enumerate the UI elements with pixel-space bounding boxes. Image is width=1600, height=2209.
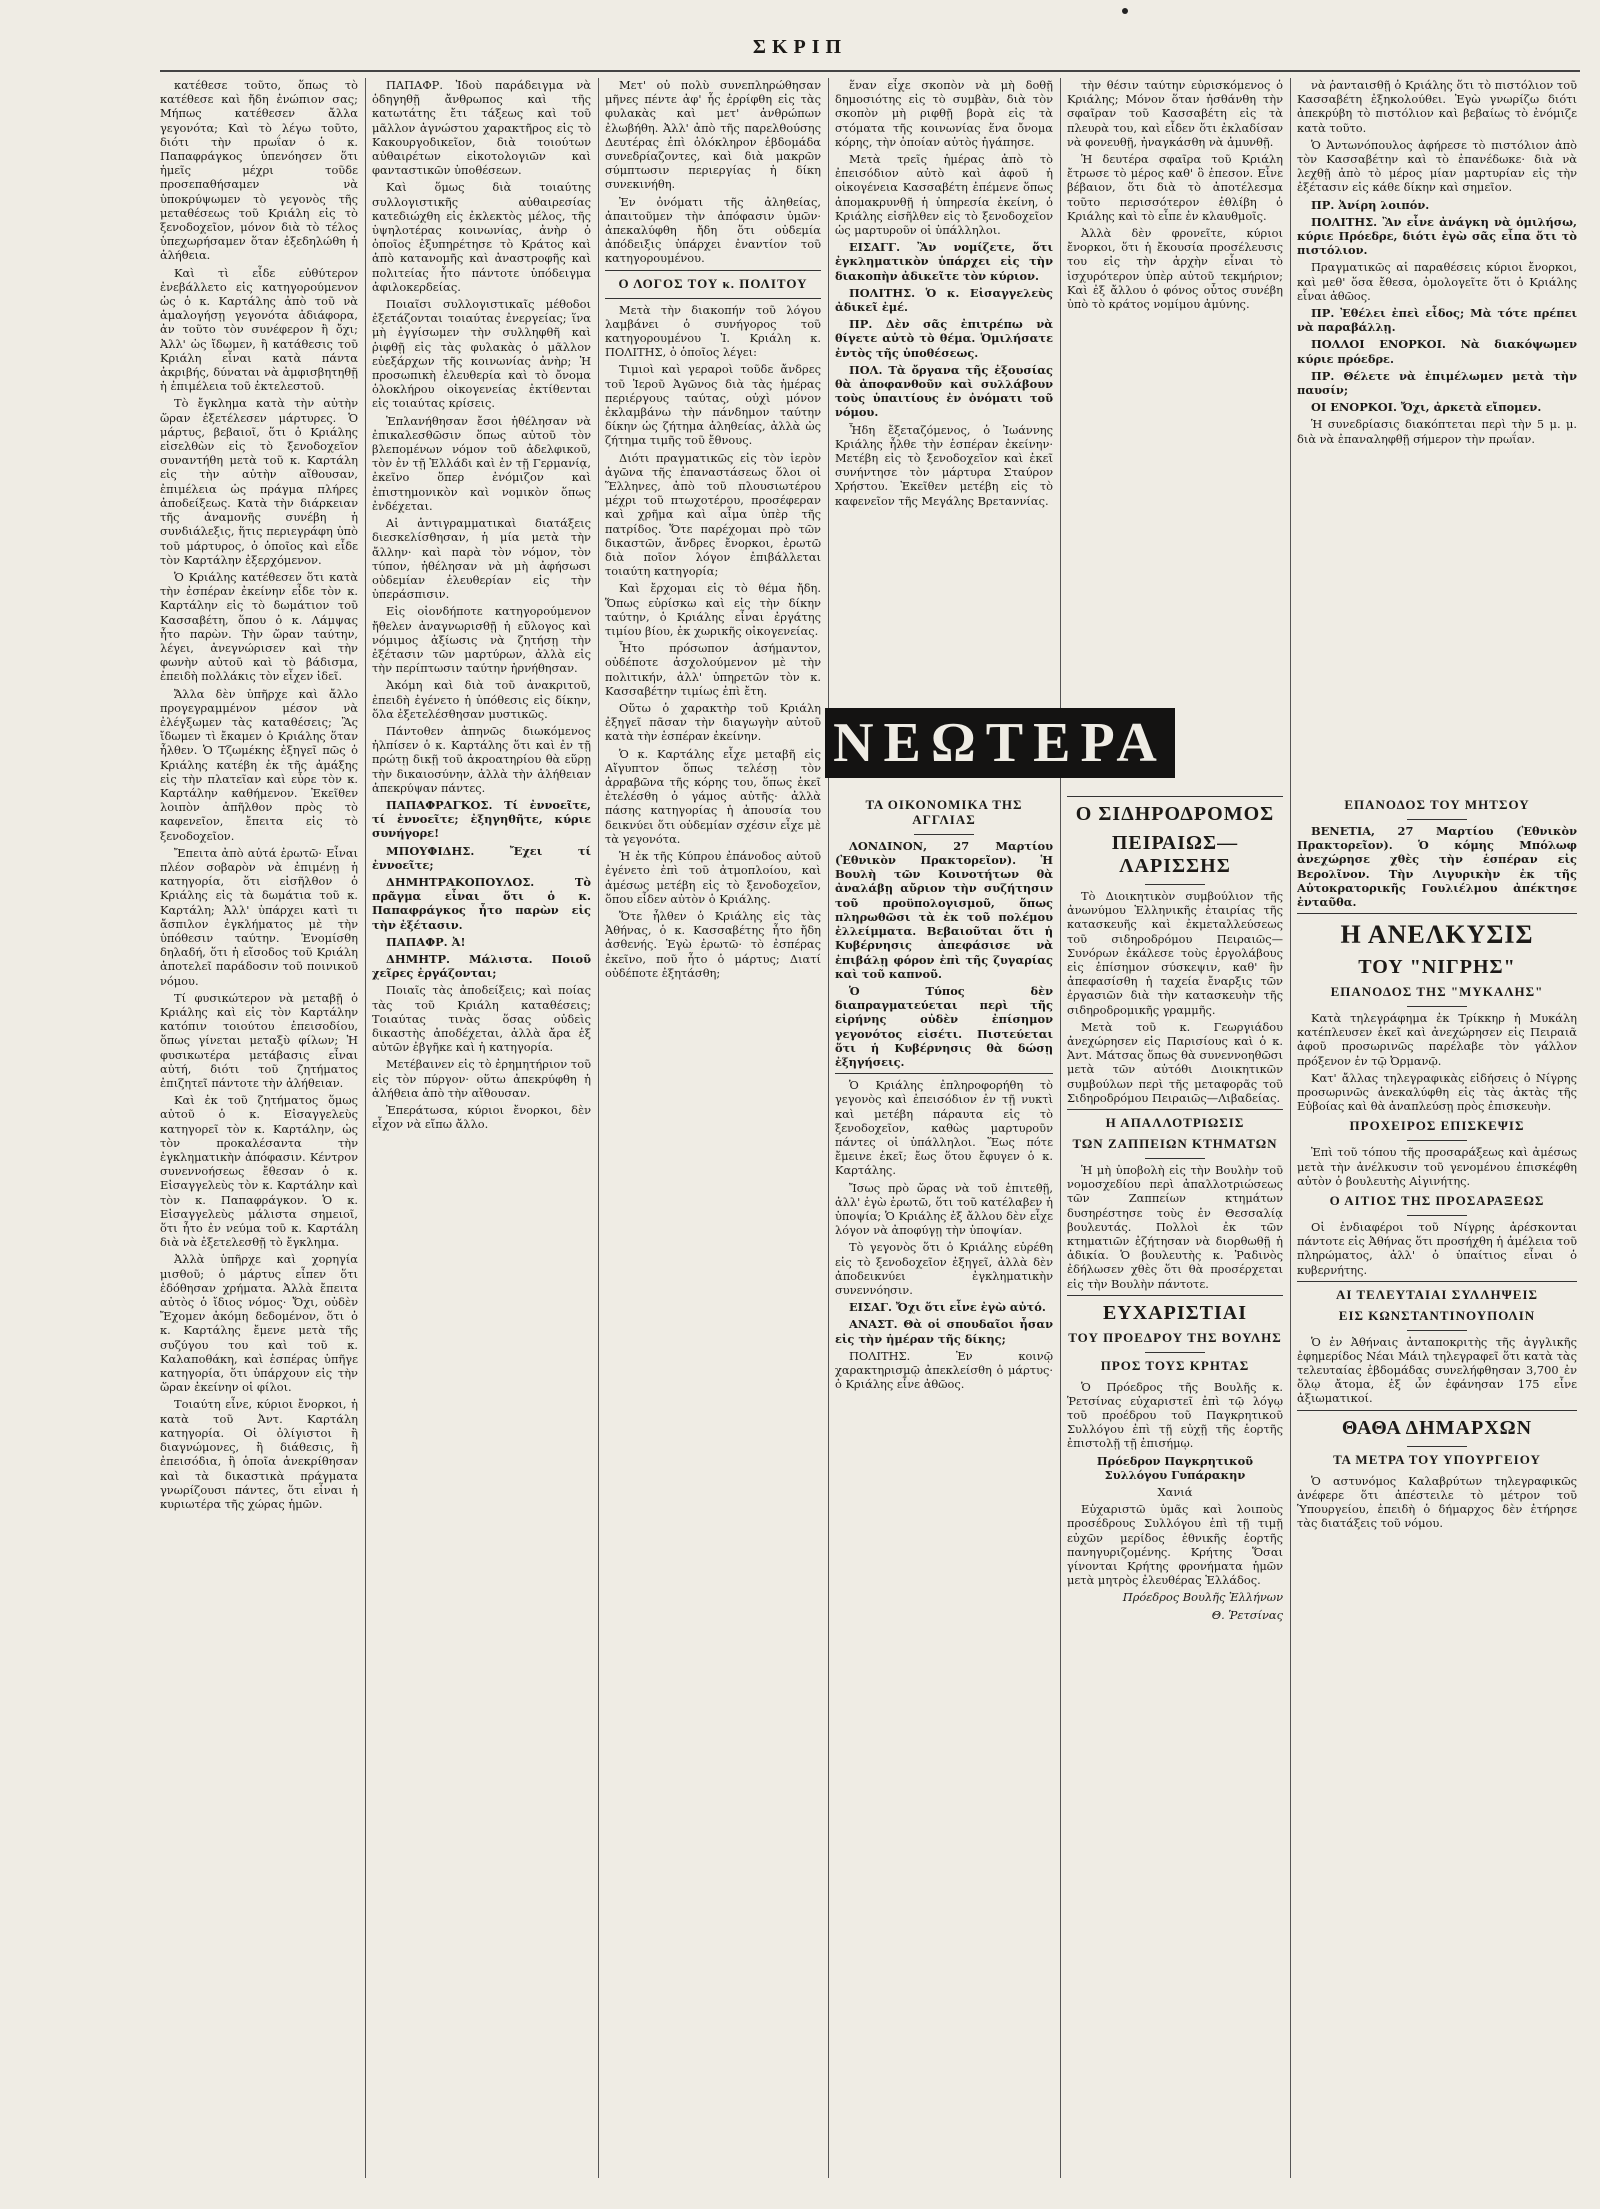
column-6-bottom — [1297, 792, 1577, 2178]
paragraph: Καὶ ἐκ τοῦ ζητήματος ὅμως αὐτοῦ ὁ κ. Εἰσαγγελεὺς κατηγορεῖ τὸν κ. Καρτάλην, ὡς τὸν προκαλέσαντα τὴν ἐγκληματικὴν ἀπόφασιν. Κέντρον συνεννοήσεως ἔθεσαν ὁ κ. Εἰσαγγελεὺς τὸν κ. Καρτάλην καὶ τὸν κ. Παπαφράγκον. Ὁ κ. Εἰσαγγελεὺς μάλιστα σημειοῖ, ὅτι ἦτο ἐν νεύμα τοῦ κ. Καρτάλη διὰ νὰ ἐξετελεσθῇ τὸ ἔγκλημα. — [160, 1093, 358, 1250]
telegram-place: Χανιά — [1157, 1485, 1193, 1500]
heading-apallotriosis-line2: ΤΩΝ ΖΑΠΠΕΙΩΝ ΚΤΗΜΑΤΩΝ — [1072, 1135, 1278, 1151]
paragraph: Μετὰ τὴν διακοπήν τοῦ λόγου λαμβάνει ὁ συνήγορος τοῦ κατηγορουμένου Ἰ. Κριάλη κ. ΠΟΛΙΤΗΣ, ὁ ὁποῖος λέγει: — [605, 302, 821, 360]
column-4-bottom — [835, 792, 1053, 2178]
heading-politis: Ο ΛΟΓΟΣ ΤΟΥ κ. ΠΟΛΙΤΟΥ — [618, 275, 808, 291]
paragraph: Καὶ ὅμως διὰ τοιαύτης συλλογιστικῆς αὐθαιρεσίας κατεδιώχθη εἰς ἐκλεκτὸς μέλος, τῆς ὑψηλοτέρας κοινωνίας, ἀνὴρ ὁ ὁποῖος ἐξυπηρέτησε τὸ Κράτος καὶ ἀπὸ κατανομῆς καὶ ἀναστροφῆς καὶ πολιτείας ἦτο πάντοτε ὑπόδειγμα ἀφιλοκερδείας. — [372, 180, 591, 294]
masthead-rule — [160, 70, 1580, 72]
heading-pros-kritas: ΠΡΟΣ ΤΟΥΣ ΚΡΗΤΑΣ — [1100, 1357, 1250, 1373]
paragraph: Τὸ ἔγκλημα κατὰ τὴν αὐτὴν ὥραν ἐξετέλεσεν μάρτυρες. Ὁ μάρτυς, βεβαιοῖ, ὅτι ὁ Κριάλης εἰσελθὼν εἰς τὸ ξενοδοχεῖον συναντήθη μετὰ τοῦ κ. Καρτάλη εἰς τὴν αὐτὴν αἴθουσαν, ἐπιμέλεια ὡς πράγμα πλήρες ἀποδείξεως. Κατὰ τὴν διάρκειαν τῆς ἀναμονῆς συνέβη ἡ συνδιάλεξις, ἥτις περιεγράφη ὑπὸ τοῦ μάρτυρος, ὁ ὁποῖος καὶ εἶδε τὸν Καρτάλην ἐξερχόμενον. — [160, 396, 358, 567]
heading-anelkysis: Η ΑΝΕΛΚΥΣΙΣ — [1340, 920, 1534, 950]
paragraph: Ἄλλα δὲν ὑπῆρχε καὶ ἄλλο προγεγραμμένον μέσον νὰ ἐλέγξωμεν τὰς καταθέσεις; Ἂς ἴδωμεν τὶ ἔκαμεν ὁ Κριάλης ὅταν ἦλθεν. Ὁ Τζωμέκης ἐξηγεῖ πῶς ὁ Κριάλης κατέβη ἐκ τῆς ἀμάξης εἰς τὴν πλατεῖαν καὶ εὗρε τὸν κ. Καρτάλην καθήμενον. Ἐκεῖθεν λοιπὸν ἀπῆλθον πρὸς τὸ καφενεῖον, ἔπειτα εἰς τὸ ξενοδοχεῖον. — [160, 686, 358, 843]
paragraph: ΠΡ. Ἐθέλει ἐπεὶ εἶδος; Μὰ τότε πρέπει νὰ παραβάλλῃ. — [1297, 306, 1577, 335]
paragraph: ΠΡ. Δὲν σᾶς ἐπιτρέπω νὰ θίγετε αὐτὸ τὸ θέμα. Ὁμιλήσατε ἐντὸς τῆς ὑποθέσεως. — [835, 317, 1053, 360]
paragraph: ΠΑΠΑΦΡ. Ἀ! — [386, 934, 466, 949]
masthead: ΣΚΡΙΠ — [752, 36, 848, 58]
paragraph: Καὶ ἔρχομαι εἰς τὸ θέμα ἤδη. Ὅπως εὑρίσκω καὶ εἰς τὴν δίκην ταύτην, ὁ Κριάλης εἶναι ἐργάτης τιμίου βίου, ἐκ χωρικῆς οἰκογενείας. — [605, 581, 821, 639]
paragraph: Μετὰ τρεῖς ἡμέρας ἀπὸ τὸ ἐπεισόδιον αὐτὸ καὶ ἀφοῦ ἡ οἰκογένεια Κασσαβέτη ἐπέμενε ὅπως ἀπομακρυνθῇ ἡ ὑπηρεσία ἐκείνη, ὁ Κριάλης εἰσῆλθεν εἰς τὸ ξενοδοχεῖον ὡς μαρτυροῦν οἱ ὑπάλληλοι. — [835, 152, 1053, 238]
paragraph: Ὁ Κριάλης ἐπληροφορήθη τὸ γεγονὸς καὶ ἐπεισόδιον ἐν τῇ νυκτὶ καὶ μετέβη πάραυτα εἰς τὸ ξενοδοχεῖον, καθὼς μαρτυροῦν πάντες οἱ ὑπάλληλοι. Ἕως πότε ἔμεινε ἐκεῖ; ἔως ὅτου ἔφυγεν ὁ κ. Καρτάλης. — [835, 1078, 1053, 1178]
paragraph: Κατ' ἄλλας τηλεγραφικὰς εἰδήσεις ὁ Νίγρης προσωρινῶς ἀνεκαλύφθη εἰς τὰς ἀκτὰς τῆς Εὐβοίας καὶ θὰ ἀναπλεύσῃ πρὸς ἐπισκευὴν. — [1297, 1070, 1577, 1114]
divider — [1297, 1410, 1577, 1411]
divider — [1067, 1109, 1283, 1110]
paragraph: ΠΑΠΑΦΡ. Ἰδοὺ παράδειγμα νὰ ὁδηγηθῇ ἄνθρωπος καὶ τῆς κατωτάτης ἔτι τάξεως καὶ τοῦ μᾶλλον ἀγνώστου χαρακτῆρος εἰς τὸ Κακουργοδικεῖον, διὰ τοιούτων αὐθαιρέτων εἰκοτολογιῶν καὶ φανταστικῶν ὑποθέσεων. — [372, 78, 591, 178]
telegram-recipient: Πρόεδρον Παγκρητικοῦ Συλλόγου Γυπάρακην — [1096, 1453, 1254, 1482]
heading-proxeiros: ΠΡΟΧΕΙΡΟΣ ΕΠΙΣΚΕΨΙΣ — [1349, 1118, 1525, 1134]
paragraph: Ὁ κ. Καρτάλης εἶχε μεταβῆ εἰς Αἴγυπτον ὅπως τελέσῃ τὸν ἀρραβῶνα τῆς κόρης του, ὅπως ἐκεῖ ἐτελέσθη ὁ γάμος αὐτῆς· ἀλλὰ πάσης κατηγορίας ἡ ἀπουσία του δεικνύει ὅτι οὐδεμίαν σχέσιν εἶχε μὲ τὰ γεγονότα. — [605, 746, 821, 846]
column-2 — [372, 78, 591, 2178]
dispatch-london: ΛΟΝΔΙΝΟΝ, 27 Μαρτίου (Ἐθνικὸν Πρακτορεῖον). Ἡ Βουλὴ τῶν Κοινοτήτων θὰ ἀναλάβῃ αὔριον τὴν συζήτησιν τοῦ προϋπολογισμοῦ, ὅπως πληρωθῶσι τὰ ἐκ τοῦ πολέμου ἐλλείμματα. Βεβαιοῦται ὅτι ἡ Κυβέρνησις ἀπεφάσισε νὰ ἐπιβάλῃ φόρον ἐπὶ τῆς ζυγαρίας καὶ τοῦ καπνοῦ. — [835, 838, 1053, 981]
heading-anelkysis-line2: ΤΟΥ "ΝΙΓΡΗΣ" — [1358, 956, 1516, 979]
paragraph: Ἦτο πρόσωπον ἀσήμαντον, οὐδέποτε ἀσχολούμενον μὲ τὴν πολιτικήν, ἀλλ' ὑπηρετῶν τὸν κ. Κασσαβέτην τιμίως ἐπὶ ἔτη. — [605, 641, 821, 698]
telegram-body: Εὐχαριστῶ ὑμᾶς καὶ λοιποὺς προσέδρους Συλλόγου ἐπὶ τῇ τιμῇ εὐχῶν μερίδος ἐθνικῆς ἑορτῆς πανηγυριζομένης. Κρήτης Ὅσαι γίνονται Κρήτης φρονήματα ἡμῶν μετὰ μητρὸς ἐλευθέρας Ἑλλάδος. — [1067, 1502, 1283, 1588]
paragraph: ΜΠΟΥΦΙΔΗΣ. Ἔχει τί ἐννοεῖτε; — [372, 843, 591, 872]
column-6-top — [1297, 78, 1577, 698]
divider — [605, 298, 821, 299]
column-5-bottom — [1067, 792, 1283, 2178]
heading-dimarxon: ΘΑΘΑ ΔΗΜΑΡΧΩΝ — [1341, 1416, 1533, 1439]
paragraph: Ἀλλὰ ὑπῆρχε καὶ χορηγία μισθοῦ; ὁ μάρτυς εἶπεν ὅτι ἐδόθησαν χρήματα. Ἀλλὰ ἔπειτα αὐτὸς ὁ ἴδιος νόμος· Ὄχι, οὐδὲν Ἔχομεν ἀκόμη δεδομένον, ὅτι ὁ κ. Καρτάλης ἔμενε μετὰ τῆς συζύγου του καὶ τοῦ κ. Καλαποθάκη, καὶ ἐσπέρας ὑπῆγε κατηγορία, ὅτι ὑπάρχουν εἰς τὴν ὥραν ἐκείνην οἱ φίλοι. — [160, 1252, 358, 1395]
paragraph: Ἔπειτα ἀπὸ αὐτά ἐρωτῶ· Εἶναι πλέον σοβαρὸν νὰ ἐπιμένῃ ἡ κατηγορία, ὅτι εἰσῆλθον ὁ Κριάλης εἰς τὰ δωμάτια τοῦ κ. Καρτάλη; Ἀλλ' ὑπάρχει κατὶ τι ἄσπιλον ἐγκλήματος μὲ τὴν ὑπόθεσιν ταύτην. Ἐνομίσθη δηλαδή, ὅτι ἡ εἴσοδος τοῦ Κριάλη ἀποτελεῖ παράδοσιν τοῦ ποινικοῦ νόμου. — [160, 845, 358, 988]
paragraph: Πάντοθεν ἀπηνῶς διωκόμενος ἠλπίσεν ὁ κ. Καρτάλης ὅτι καὶ ἐν τῇ πρώτῃ δικῇ τοῦ ἀκροατηρίου θὰ εὕρῃ τὴν δικαιοσύνην, ἀλλὰ τὴν ἀλήθειαν ἀπεκρύψαν πάντες. — [372, 723, 591, 795]
paragraph: Μετέβαινεν εἰς τὸ ἐρημητήριον τοῦ εἰς τὸν πύργον· οὕτω ἀπεκρύφθη ἡ ἀλήθεια ἀπὸ τὴν αἴθουσαν. — [372, 1057, 591, 1100]
signature-name: Θ. Ῥετσίνας — [1211, 1607, 1283, 1622]
paragraph: Διότι πραγματικῶς εἰς τὸν ἱερὸν ἀγῶνα τῆς ἐπαναστάσεως ὅλοι οἱ Ἕλληνες, ἀπὸ τοῦ πλουσιωτέρου μέχρι τοῦ πτωχοτέρου, προσέφεραν καὶ χρῆμα καὶ αἷμα ὑπὲρ τῆς πατρίδος. Ὅτε παρέχομαι πρὸ τῶν δικαστῶν, ἄνδρες ἔνορκοι, ἐρωτῶ διὰ ποῖον λόγον ἐπιβάλλεται τοιαύτη κατηγορία; — [605, 450, 821, 579]
divider — [1145, 1158, 1205, 1159]
divider — [1407, 1215, 1467, 1216]
heading-sidirodromos: Ο ΣΙΔΗΡΟΔΡΟΜΟΣ — [1075, 803, 1275, 825]
paragraph: ΠΟΛΙΤΗΣ. Ὁ κ. Εἰσαγγελεὺς ἀδικεῖ ἐμέ. — [835, 285, 1053, 315]
divider — [1145, 884, 1205, 885]
paragraph: Μετὰ τοῦ κ. Γεωργιάδου ἀνεχώρησεν εἰς Παρισίους καὶ ὁ κ. Ἀντ. Μάτσας ὅπως θὰ συνεννοηθῶσι μετὰ τῶν αὐτόθι Διοικητικῶν συμβούλων περὶ τῆς μεταφορᾶς τοῦ Σιδηροδρόμου Πειραιῶς—Λιβαδείας. — [1067, 1019, 1283, 1105]
paragraph: ΠΡ. Ἀνίρη λοιπόν. — [1311, 197, 1430, 212]
paragraph: Ἡ ἐκ τῆς Κύπρου ἐπάνοδος αὐτοῦ ἐγένετο ἐπὶ τοῦ ἀτμοπλοίου, καὶ ἀμέσως μετέβη εἰς τὸ ξενοδοχεῖον, ὅπου εἶδεν αὐτὸν ὁ Κριάλης. — [605, 849, 821, 906]
paragraph: κατέθεσε τοῦτο, ὅπως τὸ κατέθεσε καὶ ἤδη ἐνώπιον σας; Μήπως κατέθεσεν ἄλλα γεγονότα; Καὶ τὸ λέγω τοῦτο, διότι τὴν πρωΐαν ὁ κ. Παπαφράγκος ὑπενόησεν ὅτι ἡμεῖς μέχρι τοῦδε προσεπαθήσαμεν νὰ ὑποκρύψωμεν τὸ γεγονὸς τῆς μεταθέσεως τοῦ Κριάλη εἰς τὸ ξενοδοχεῖον, μόνον διὰ τὸ τέλος ὑπεχωρήσαμεν ὅταν ἐξεδηλώθη ἡ ἀλήθεια. — [160, 78, 358, 263]
paragraph: ΔΗΜΗΤΡ. Μάλιστα. Ποιοῦ χεῖρες ἐργάζονται; — [372, 951, 591, 981]
paragraph: Εἰς οἱονδήποτε κατηγορούμενον ἤθελεν ἀναγνωρισθῇ ἡ εὔλογος καὶ νόμιμος ἀξίωσις νὰ ζητήσῃ τὴν ἐξέτασιν τῶν μαρτύρων, ἀλλὰ εἰς τὴν περίπτωσιν ταύτην ἠρνήθησαν. — [372, 604, 591, 676]
paragraph: Ὅτε ἦλθεν ὁ Κριάλης εἰς τὰς Ἀθήνας, ὁ κ. Κασσαβέτης ἦτο ἤδη ἀσθενής. Ἐγὼ ἐρωτῶ· τὸ ἐσπέρας ἐκεῖνο, ποῦ ἦτο ὁ μάρτυς; Διατί οὐδέποτε ἐξητάσθη; — [605, 908, 821, 980]
heading-eucharistiai: ΕΥΧΑΡΙΣΤΙΑΙ — [1102, 1301, 1248, 1324]
paragraph: Ὁ αστυνόμος Καλαβρύτων τηλεγραφικῶς ἀνέφερε ὅτι ἀπέστειλε τὸ μέτρον τοῦ Ὑπουργείου, ἐπειδὴ ὁ δήμαρχος δὲν ἐτήρησε τὰς διατάξεις τοῦ νόμου. — [1297, 1473, 1577, 1531]
divider — [1407, 1330, 1467, 1331]
divider — [1297, 913, 1577, 914]
paragraph: ΠΟΛΙΤΗΣ. Ἂν εἶνε ἀνάγκη νὰ ὁμιλήσω, κύριε Πρόεδρε, διότι ἐγὼ σᾶς εἶπα ὅτι τὸ πιστόλιον. — [1297, 214, 1577, 258]
paragraph: Ὁ ἐν Ἀθήναις ἀνταποκριτὴς τῆς ἀγγλικῆς ἐφημερίδος Νέαι Μάιλ τηλεγραφεῖ ὅτι κατὰ τὰς τελευταίας ἑβδομάδας συνελήφθησαν 3,700 ἐν ὅλῳ ἄτομα, ἐξ ὧν ἐφάνησαν 175 εἶνε ἀξιωματικοί. — [1297, 1334, 1577, 1406]
paragraph: Ὁ Πρόεδρος τῆς Βουλῆς κ. Ῥετσίνας εὐχαριστεῖ ἐπὶ τῷ λόγῳ τοῦ προέδρου τοῦ Παγκρητικοῦ Συλλόγου ἐπὶ τῇ εὐχῇ τῆς ἑορτῆς ἐπιστολῇ τῇ ἐπισήμῳ. — [1067, 1379, 1283, 1451]
paragraph: Τὸ Διοικητικὸν συμβούλιον τῆς ἀνωνύμου Ἑλληνικῆς ἑταιρίας τῆς κατασκευῆς καὶ ἐκμεταλλεύσεως τοῦ σιδηροδρόμου Πειραιῶς—Συνόρων ἐκάλεσε τοὺς ἐργολάβους εἰς ἐπίσημον σύσκεψιν, καθ' ἣν ἀπεφασίσθη ἡ ταχεία ἔναρξις τῶν ἐργασιῶν διὰ τὴν κατασκευὴν τῆς σιδηροδρομικῆς γραμμῆς. — [1067, 889, 1283, 1017]
heading-tou-proedrou: ΤΟΥ ΠΡΟΕΔΡΟΥ ΤΗΣ ΒΟΥΛΗΣ — [1068, 1329, 1282, 1345]
paragraph: Ποιαῖς τὰς ἀποδείξεις; καὶ ποίας τὰς τοῦ Κριάλη καταθέσεις; Τοιαύτας τινὰς ὅσας οὐδεὶς δικαστὴς ἀποδέχεται, ἀλλὰ ἄρα ἐξ αὐτῶν ἐβγῆκε καὶ ἡ κατηγορία. — [372, 983, 591, 1055]
paragraph: ΕΙΣΑΓΓ. Ἂν νομίζετε, ὅτι ἐγκληματικὸν ὑπάρχει εἰς τὴν διακοπὴν ἀδικεῖτε τὸν κύριον. — [835, 240, 1053, 283]
heading-epanodos-mykalis: ΕΠΑΝΟΔΟΣ ΤΗΣ "ΜΥΚΑΛΗΣ" — [1330, 984, 1544, 1000]
heading-aglia: ΤΑ ΟΙΚΟΝΟΜΙΚΑ ΤΗΣ ΑΓΓΛΙΑΣ — [865, 797, 1023, 827]
column-3 — [605, 78, 821, 2178]
paragraph: ΠΡ. Θέλετε νὰ ἐπιμέλωμεν μετὰ τὴν παυσίν; — [1297, 368, 1577, 398]
paragraph: Οὕτω ὁ χαρακτὴρ τοῦ Κριάλη ἐξηγεῖ πᾶσαν τὴν διαγωγὴν αὐτοῦ κατὰ τὴν ἑσπέραν ἐκείνην. — [605, 701, 821, 744]
heading-epanodos: ΕΠΑΝΟΔΟΣ ΤΟΥ ΜΗΤΣΟΥ — [1344, 797, 1530, 812]
paragraph: Μετ' οὐ πολὺ συνεπληρώθησαν μῆνες πέντε ἀφ' ἧς ἐρρίφθη εἰς τὰς φυλακὰς καὶ μετ' ἀνθρώπων ἐλωβήθη. Ἀλλ' ἀπὸ τῆς παρελθούσης Δευτέρας ἐπὶ ὁλόκληρον ἑβδομάδα συνεδρίαζοντες, καὶ διὰ μακρῶν σύμπτωσιν περιεργίας ἡ δίκη συνεκινήθη. — [605, 78, 821, 192]
heading-apallotriosis: Η ΑΠΑΛΛΟΤΡΙΩΣΙΣ — [1105, 1115, 1245, 1131]
heading-metra: ΤΑ ΜΕΤΡΑ ΤΟΥ ΥΠΟΥΡΓΕΙΟΥ — [1333, 1451, 1541, 1467]
column-rule — [1060, 78, 1061, 2178]
paragraph: Τοιαύτη εἶνε, κύριοι ἔνορκοι, ἡ κατὰ τοῦ Ἀντ. Καρτάλη κατηγορία. Οἱ ὀλίγιστοι ἢ διαγνώμονες, ἢ διάθεσις, ἢ ἐπεισόδια, ἢ ὁποῖα ἀνεκρίθησαν καὶ τὰ δικαστικὰ πράγματα γνωρίζουσι πάντες, ὅτι εἶναι ἡ κυριωτέρα τῆς χώρας ἡμῶν. — [160, 1397, 358, 1511]
divider — [1067, 796, 1283, 797]
paragraph: Ὁ Ἀντωνόπουλος ἀφήρεσε τὸ πιστόλιον ἀπὸ τὸν Κασσαβέτην καὶ τὸ ἐπανέδωκε· διὰ νὰ λεχθῇ ἀπὸ τὸ μέρος μίαν μαρτυρίαν εἰς τὴν ἐξέτασιν εἰς κάθε δίκην καὶ σημεῖον. — [1297, 137, 1577, 195]
paragraph: Ἐν ὀνόματι τῆς ἀληθείας, ἀπαιτοῦμεν τὴν ἀπόφασιν ὑμῶν· ἀπεκαλύφθη ἤδη ὅτι οὐδεμία ἀπόδειξις ὑπάρχει ἐναντίον τοῦ κατηγορουμένου. — [605, 194, 821, 266]
column-rule — [1290, 78, 1291, 2178]
paragraph: ΠΑΠΑΦΡΑΓΚΟΣ. Τί ἐννοεῖτε, τί ἐννοεῖτε; ἐξηγηθῆτε, κύριε συνήγορε! — [372, 797, 591, 841]
paragraph: νὰ ῥανταισθῇ ὁ Κριάλης ὅτι τὸ πιστόλιον τοῦ Κασσαβέτη ἐξηκολούθει. Ἐγὼ γνωρίζω διότι ἀπεκρύβη τὸ πιστόλιον καὶ βεβαίως τὸ ἐνόμιζε κατὰ τοῦτο. — [1297, 78, 1577, 135]
heading-sidirodromos-line2: ΠΕΙΡΑΙΩΣ—ΛΑΡΙΣΣΗΣ — [1111, 832, 1239, 877]
paragraph: ΑΝΑΣΤ. Θὰ οἱ σπουδαῖοι ἦσαν εἰς τὴν ἡμέραν τῆς δίκης; — [835, 1317, 1053, 1346]
divider — [1407, 1446, 1467, 1447]
dispatch-venice: ΒΕΝΕΤΙΑ, 27 Μαρτίου (Ἐθνικὸν Πρακτορεῖον). Ὁ κόμης Μπόλωφ ἀνεχώρησε χθὲς τὴν ἑσπέραν εἰς Βερολῖνον. Τὴν Λιγυρικὴν ἐκ τῆς Αὐτοκρατορικῆς Γουλιέλμου ἀπέκτησε ἐνταῦθα. — [1297, 823, 1577, 909]
divider — [1407, 1140, 1467, 1141]
paragraph: ΟΙ ΕΝΟΡΚΟΙ. Ὄχι, ἀρκετὰ εἴπομεν. — [1311, 400, 1542, 415]
paragraph: Ἀλλὰ δὲν φρονεῖτε, κύριοι ἔνορκοι, ὅτι ἡ ἔκουσία προσέλευσις του εἰς τὴν ἀρχὴν εἶναι τὸ ἰσχυρότερον ὑπὲρ αὐτοῦ τεκμήριον; Καὶ ἐξ ἄλλου ὁ φόνος οὗτος συνέβη ὑπὸ τὸ κράτος νομίμου ἀμύνης. — [1067, 226, 1283, 312]
paragraph: Ἐπεράτωσα, κύριοι ἔνορκοι, δὲν εἶχον νὰ εἴπω ἄλλο. — [372, 1103, 591, 1132]
paragraph: Ἡ δευτέρα σφαῖρα τοῦ Κριάλη ἔτρωσε τὸ μέρος καθ' ὃ ἐπεσον. Εἶνε βέβαιον, ὅτι διὰ τὸ ἀποτέλεσμα τοῦτο περισσότερον ἐθλίβη ὁ Κριάλης καὶ τὸ εἶπε ἐν κλαυθμοῖς. — [1067, 152, 1283, 223]
paragraph: Τί φυσικώτερον νὰ μεταβῇ ὁ Κριάλης καὶ εἰς τὸν Καρτάλην κατόπιν τοιούτου ἐπεισοδίου, ὅπως γίνεται μεταξὺ φίλων; Ἡ φυσικωτέρα μετάβασις εἶναι αὐτή, διότι τοῦ ζητήματος ἐπιζητεῖ πάντοτε τὴν ἀλήθειαν. — [160, 990, 358, 1091]
paragraph: Ἡ μὴ ὑποβολὴ εἰς τὴν Βουλὴν τοῦ νομοσχεδίου περὶ ἀπαλλοτριώσεως τῶν Ζαππείων κτημάτων δυσηρέστησε τοὺς ἐν Θεσσαλίᾳ βουλευτάς. Πολλοὶ ἐκ τῶν κτηματιῶν ἐζήτησαν νὰ διορθωθῇ ἡ ἀδικία. Ὁ βουλευτὴς κ. Ῥαδινὸς ἐδήλωσεν χθὲς ὅτι θὰ προσέρχεται εἰς τὴν Βουλὴν πάντοτε. — [1067, 1162, 1283, 1291]
divider — [1067, 1295, 1283, 1296]
divider — [1145, 1352, 1205, 1353]
heading-syllipseis-line2: ΕΙΣ ΚΩΝΣΤΑΝΤΙΝΟΥΠΟΛΙΝ — [1338, 1307, 1536, 1323]
column-5-top — [1067, 78, 1283, 698]
paragraph: Πραγματικῶς αἱ παραθέσεις κύριοι ἔνορκοι, καὶ μεθ' ὅσα ἔθεσα, ὁμολογεῖτε ὅτι ὁ Κριάλης εἶναι ἀθῶος. — [1297, 260, 1577, 303]
ink-dot — [1122, 8, 1128, 14]
paragraph: Ἀκόμη καὶ διὰ τοῦ ἀνακριτοῦ, ἐπειδὴ ἐγένετο ἡ ὑπόθεσις εἰς δίκην, ὅλα ἐξετελέσθησαν μυστικῶς. — [372, 678, 591, 721]
paragraph: Οἱ ἐνδιαφέροι τοῦ Νίγρης ἀρέσκονται πάντοτε εἰς Ἀθήνας ὅτι προσήχθη ἡ ἀμέλεια τοῦ πληρώματος, ἀλλ' ὁ ὑπαίτιος εἶναι ὁ κυβερνήτης. — [1297, 1219, 1577, 1277]
divider — [835, 1073, 1053, 1074]
divider — [1297, 1281, 1577, 1282]
paragraph: ἕναν εἶχε σκοπὸν νὰ μὴ δοθῇ δημοσιότης εἰς τὸ συμβὰν, διὰ τὸν σκοπὸν μὴ ριφθῇ βορὰ εἰς τὰ στόματα τῆς κοινωνίας ἕνα ὄνομα κόρης, τὴν ὁποίαν αὐτὸς ἠγάπησε. — [835, 78, 1053, 149]
divider — [605, 270, 821, 271]
paragraph: Κατὰ τηλεγράφημα ἐκ Τρίκκηρ ἡ Μυκάλη κατέπλευσεν ἐκεῖ καὶ ἀνεχώρησεν εἰς Πειραιᾶ ἀφοῦ προσωρινῶς παρέλαβε τὸν γάλλον πρόξενον ἐν τῷ Ὀρμανῷ. — [1297, 1010, 1577, 1068]
divider — [1407, 819, 1467, 820]
paragraph: ΠΟΛΛΟΙ ΕΝΟΡΚΟΙ. Νὰ διακόψωμεν κύριε πρόεδρε. — [1297, 337, 1577, 366]
paragraph: Ἡ συνεδρίασις διακόπτεται περὶ τὴν 5 μ. μ. διὰ νὰ ἐπαναληφθῇ σήμερον τὴν πρωΐαν. — [1297, 417, 1577, 446]
divider — [1407, 1006, 1467, 1007]
paragraph: Ἴσως πρὸ ὥρας νὰ τοῦ ἐπιτεθῇ, ἀλλ' ἐγὼ ἐρωτῶ, ὅτι τοῦ κατέλαβεν ἡ ὑποψία; Ὁ Κριάλης ἐξ ἄλλου δὲν εἶχε λόγον νὰ ἀποφύγῃ τὴν ὑποψίαν. — [835, 1180, 1053, 1238]
paragraph: ΠΟΛ. Τὰ ὄργανα τῆς ἐξουσίας θὰ ἀποφανθοῦν καὶ συλλάβουν τοὺς ὑπαιτίους ἐν ὀνόματι τοῦ νόμου. — [835, 362, 1053, 420]
signature-role: Πρόεδρος Βουλῆς Ἑλλήνων — [1122, 1590, 1283, 1605]
paragraph: Καὶ τὶ εἶδε εὐθύτερον ἐνεβάλλετο εἰς κατηγορούμενον ὡς ὁ κ. Καρτάλης ἀπὸ τοῦ νὰ ἀμαλογήσῃ γεγονότα ἀδιάφορα, ἀν τοῦτο τὸν συνέφερον ἢ ὄχι; Ἀλλ' ὡς ἴδωμεν, ἢ κατάθεσις τοῦ Κριάλη εἶναι κατὰ πάντα ἀκριβής, δύναται νὰ ἀμφισβητηθῇ ἡ ἐπιμέλεια τοῦ ἐκτελεστοῦ. — [160, 265, 358, 394]
paragraph: Ἐπλανήθησαν ἔσοι ἠθέλησαν νὰ ἐπικαλεσθῶσιν ὅπως αὐτοῦ τὸν βλεπομένων νόμον τοῦ ἀδελφικοῦ, τὸν ἐν τῇ Ἑλλάδι καὶ ἐν τῇ Γερμανίᾳ, ἐκεῖνο ὅπερ ἐνόμιζον καὶ ἐπιστημονικὸν καὶ νομικὸν ὅπως ἐνδέχεται. — [372, 413, 591, 513]
paragraph: ΕΙΣΑΓ. Ὄχι ὅτι εἶνε ἐγὼ αὐτό. — [849, 1300, 1046, 1315]
column-1 — [160, 78, 358, 2178]
paragraph: ΠΟΛΙΤΗΣ. Ἐν κοινῷ χαρακτηρισμῷ ἀπεκλείσθη ὁ μάρτυς· ὁ Κριάλης εἶνε ἀθῶος. — [835, 1348, 1053, 1392]
heading-aition: Ο ΑΙΤΙΟΣ ΤΗΣ ΠΡΟΣΑΡΑΞΕΩΣ — [1329, 1192, 1545, 1208]
paragraph: Ἦδη ἔξεταζόμενος, ὁ Ἰωάννης Κριάλης ἦλθε τὴν ἑσπέραν ἐκείνην· Μετέβη εἰς τὸ ξενοδοχεῖον καὶ ἐκεῖ συνήντησε τὸν μάρτυρα Σταύρον Χρήστου. Ἐκεῖθεν μετέβη εἰς τὸ καφενεῖον τῆς Μεγάλης Βρεταννίας. — [835, 422, 1053, 508]
paragraph: Ἐπὶ τοῦ τόπου τῆς προσαράξεως καὶ ἀμέσως μετὰ τὴν ἀνέλκυσιν τοῦ γενομένου ἐπισκέφθη αὐτὸν ὁ βουλευτὴς Αἰγινήτης. — [1297, 1145, 1577, 1188]
heading-syllipseis: ΑΙ ΤΕΛΕΥΤΑΙΑΙ ΣΥΛΛΗΨΕΙΣ — [1336, 1286, 1538, 1302]
divider — [914, 834, 974, 835]
column-rule — [598, 78, 599, 2178]
column-4-top — [835, 78, 1053, 698]
paragraph: Ποιαῖσι συλλογιστικαῖς μέθοδοι ἐξετάζονται τοιαύτας ἐνεργείας; ἵνα μὴ ἐγγίσωμεν τὴν συλληφθῆ καὶ ῥιφθῇ εἰς τὰς φυλακὰς ὁ μᾶλλον εὐεξάρχων τῆς κοινωνίας ἀνὴρ; Ἡ προσωπικὴ ἐλευθερία καὶ τὸ ὄνομα ὁλοκλήρου οἰκογενείας ἐκτίθενται εἰς τοιαύτας κρίσεις. — [372, 297, 591, 411]
paragraph: Τιμιοὶ καὶ γεραροὶ τοῦδε ἄνδρες τοῦ Ἱεροῦ Ἀγῶνος διὰ τὰς ἡμέρας περιέργους ταύτας, οὐχὶ μόνον ἐκλαμβάνω τὴν πάνδημον ταύτην δίκην ὡς ζήτημα ἀληθείας, ἀλλὰ ὡς ζήτημα τιμῆς τοῦ ἔθνους. — [605, 362, 821, 448]
paragraph: ΔΗΜΗΤΡΑΚΟΠΟΥΛΟΣ. Τὸ πρᾶγμα εἶναι ὅτι ὁ κ. Παπαφράγκος ἦτο παρὼν εἰς τὴν ἐξέτασιν. — [372, 874, 591, 932]
dispatch-london-2: Ὁ Τύπος δὲν διαπραγματεύεται περὶ τῆς εἰρήνης οὐδὲν ἐπίσημον γεγονότος εἰσέτι. Πιστεύεται ὅτι ἡ Κυβέρνησις θὰ δώσῃ ἐξηγήσεις. — [835, 983, 1053, 1069]
column-rule — [828, 78, 829, 2178]
paragraph: Αἱ ἀντιγραμματικαὶ διατάξεις διεσκελίσθησαν, ἡ μία μετὰ τὴν ἄλλην· καὶ παρὰ τὸν νόμον, τὸν τύπον, ἠθέλησαν νὰ μὴ ἀφήσωσι οὐδεμίαν ἐλευθερίαν εἰς τὴν ὑπεράσπισιν. — [372, 516, 591, 602]
paragraph: Ὁ Κριάλης κατέθεσεν ὅτι κατὰ τὴν ἐσπέραν ἐκείνην εἶδε τὸν κ. Καρτάλην εἰς τὸ δωμάτιον τοῦ Κασσαβέτη, ὅπου ὁ κ. Λάμψας ἦτο παρὼν. Τὴν ὥραν ταύτην, λέγει, ἀνεγνώρισεν καὶ τὴν φωνὴν αὐτοῦ καὶ τὸ βάδισμα, ἐπειδὴ πολλάκις τὸν εἶχεν ἰδεῖ. — [160, 569, 358, 684]
column-rule — [365, 78, 366, 2178]
neotera-banner: ΝΕΩΤΕΡΑ — [825, 708, 1175, 778]
paragraph: τὴν θέσιν ταύτην εὑρισκόμενος ὁ Κριάλης; Μόνον ὅταν ἠσθάνθη τὴν σφαῖραν τοῦ Κασσαβέτη εἰς τὰ πλευρὰ του, καὶ εἶδεν ὅτι ἐκλαδίσαν νὰ φονευθῇ, ἠναγκάσθη νὰ ἀμυνθῇ. — [1067, 78, 1283, 149]
paragraph: Τὸ γεγονὸς ὅτι ὁ Κριάλης εὑρέθη εἰς τὸ ξενοδοχεῖον ἐξηγεῖ, ἀλλὰ δὲν ἀποδεικνύει ἐγκληματικὴν συνεννόησιν. — [835, 1240, 1053, 1297]
